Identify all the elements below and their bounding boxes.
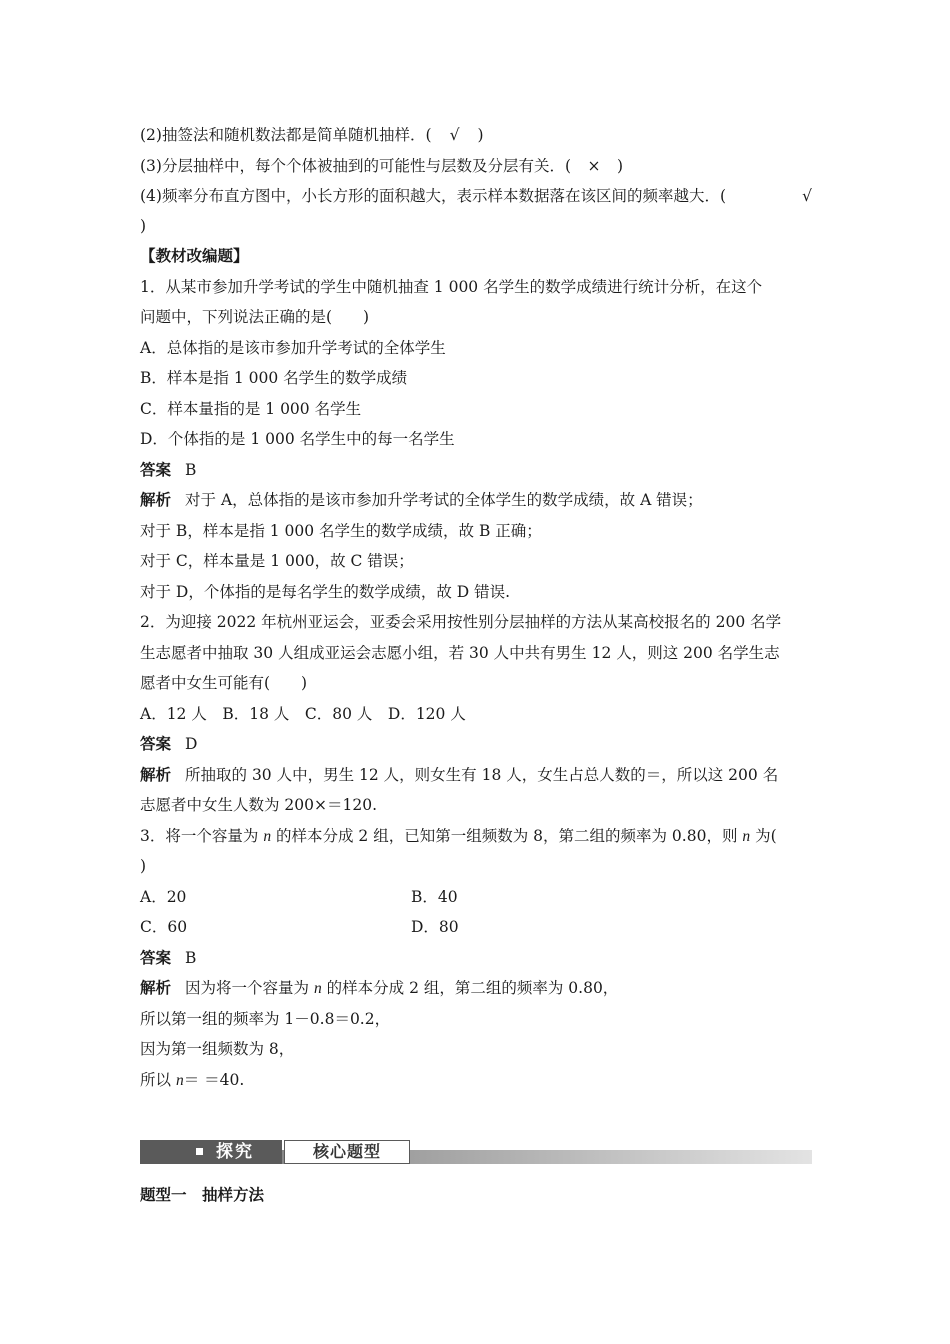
check-mark: √ — [802, 187, 812, 205]
q1-analysis: 解析 对于 A，总体指的是该市参加升学考试的全体学生的数学成绩，故 A 错误； — [140, 491, 703, 509]
q1-analysis-line: 对于 D，个体指的是每名学生的数学成绩，故 D 错误. — [140, 583, 511, 601]
judge-item-2: (2)抽签法和随机数法都是简单随机抽样．( √ ) — [140, 126, 484, 144]
q1-option-c: C．样本量指的是 1 000 名学生 — [140, 400, 362, 418]
q3-option-a: A．20 — [140, 888, 187, 906]
q3-option-c: C．60 — [140, 918, 188, 936]
banner-subtitle: 核心题型 — [284, 1140, 410, 1164]
q3-analysis: 解析 因为将一个容量为 n 的样本分成 2 组，第二组的频率为 0.80， — [140, 979, 619, 997]
topic-heading: 题型一 抽样方法 — [140, 1186, 265, 1204]
banner-dark-block — [140, 1140, 282, 1164]
q2-analysis-line: 志愿者中女生人数为 200×＝120. — [140, 796, 378, 814]
q3-answer: 答案 B — [140, 949, 197, 967]
q3-stem-cont: ) — [140, 857, 147, 875]
section-banner — [140, 1138, 812, 1166]
q3-analysis-line: 因为第一组频数为 8， — [140, 1040, 295, 1058]
q3-option-b: B．40 — [411, 888, 458, 906]
q2-stem-cont: 生志愿者中抽取 30 人组成亚运会志愿小组，若 30 人中共有男生 12 人，则这 200 名学生志 — [140, 644, 780, 662]
square-bullet-icon — [196, 1148, 203, 1155]
q1-analysis-line: 对于 B，样本是指 1 000 名学生的数学成绩，故 B 正确； — [140, 522, 542, 540]
q2-stem-cont: 愿者中女生可能有( ) — [140, 674, 308, 692]
check-mark: √ — [449, 126, 460, 144]
q3-analysis-line: 所以第一组的频率为 1－0.8＝0.2， — [140, 1010, 391, 1028]
q3-stem: 3．将一个容量为 n 的样本分成 2 组，已知第一组频数为 8，第二组的频率为 0.80，则 n 为( — [140, 827, 777, 845]
q3-analysis-line: 所以 n＝ ＝40. — [140, 1071, 245, 1089]
q2-analysis: 解析 所抽取的 30 人中，男生 12 人，则女生有 18 人，女生占总人数的＝，所以这 200 名 — [140, 766, 779, 784]
banner-title: 探究 — [216, 1142, 254, 1162]
q1-answer: 答案 B — [140, 461, 197, 479]
section-title: 【教材改编题】 — [140, 247, 249, 265]
q1-option-b: B．样本是指 1 000 名学生的数学成绩 — [140, 369, 408, 387]
q1-option-d: D．个体指的是 1 000 名学生中的每一名学生 — [140, 430, 455, 448]
judge-item-3: (3)分层抽样中，每个个体被抽到的可能性与层数及分层有关．( × ) — [140, 157, 624, 175]
judge-item-4-close: ) — [140, 217, 147, 235]
q1-analysis-line: 对于 C，样本量是 1 000，故 C 错误； — [140, 552, 414, 570]
cross-mark: × — [587, 157, 601, 175]
q2-answer: 答案 D — [140, 735, 198, 753]
q1-stem-cont: 问题中，下列说法正确的是( ) — [140, 308, 370, 326]
judge-item-4: (4)频率分布直方图中，小长方形的面积越大，表示样本数据落在该区间的频率越大．( √ — [140, 187, 812, 205]
q1-stem: 1．从某市参加升学考试的学生中随机抽查 1 000 名学生的数学成绩进行统计分析，在这个 — [140, 278, 763, 296]
q3-option-d: D．80 — [411, 918, 459, 936]
q1-option-a: A．总体指的是该市参加升学考试的全体学生 — [140, 339, 446, 357]
q2-stem: 2．为迎接 2022 年杭州亚运会，亚委会采用按性别分层抽样的方法从某高校报名的 200 名学 — [140, 613, 782, 631]
q2-options: A．12 人 B．18 人 C．80 人 D．120 人 — [140, 705, 466, 723]
